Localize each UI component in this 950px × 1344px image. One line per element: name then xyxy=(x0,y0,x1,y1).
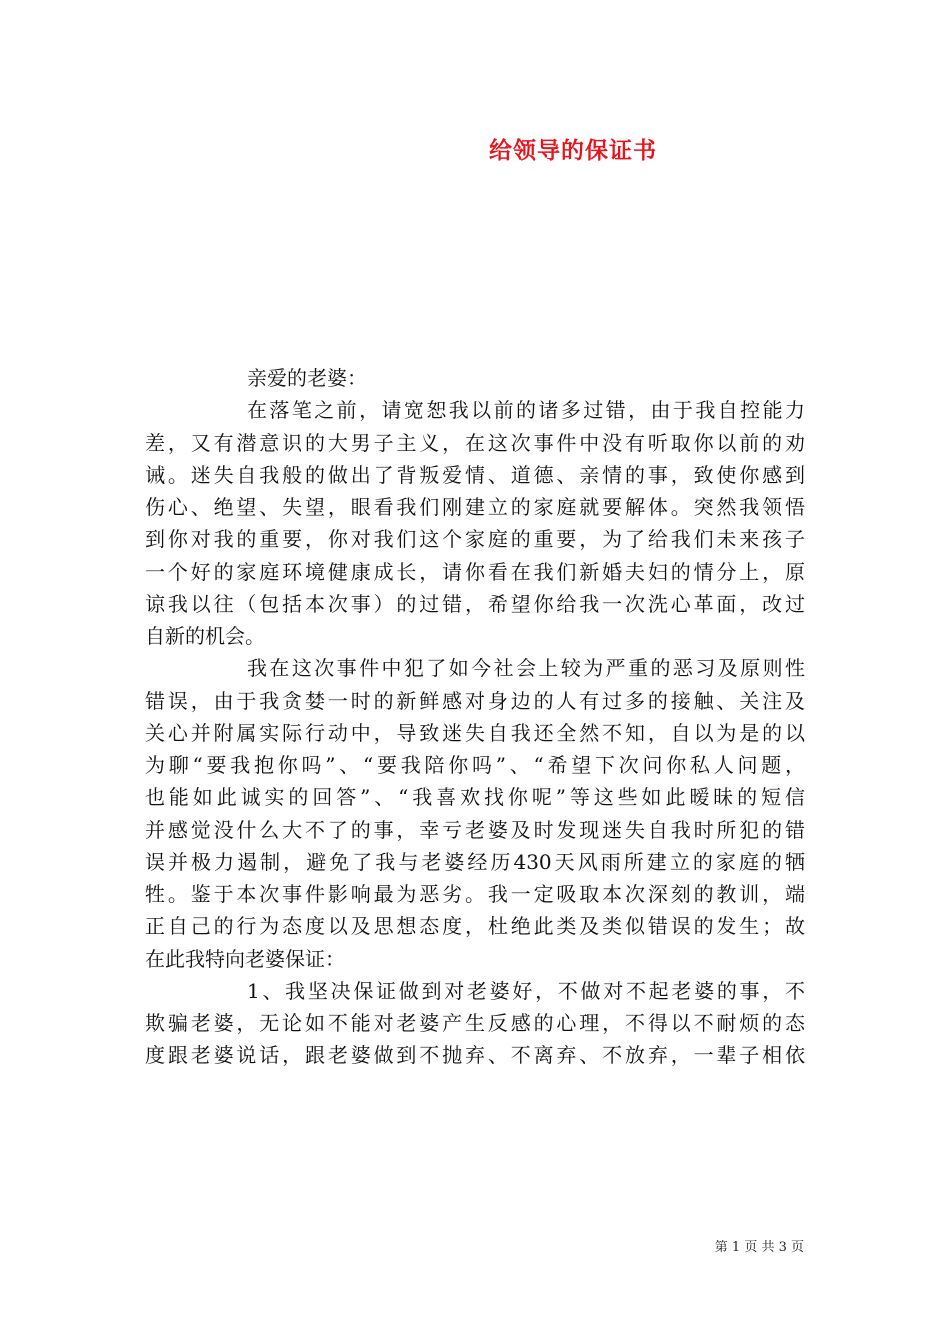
paragraph-line: 牲。鉴于本次事件影响最为恶劣。我一定吸取本次深刻的教训，端 xyxy=(145,882,805,906)
paragraph-line: 误并极力遏制，避免了我与老婆经历430天风雨所建立的家庭的牺 xyxy=(145,849,805,874)
paragraph-line: 谅我以往（包括本次事）的过错，希望你给我一次洗心革面，改过 xyxy=(145,591,805,616)
paragraph-line: 关心并附属实际行动中，导致迷失自我还全然不知，自以为是的以 xyxy=(145,720,805,745)
paragraph-line: 到你对我的重要，你对我们这个家庭的重要，为了给我们未来孩子 xyxy=(145,527,805,552)
paragraph-line: 差，又有潜意识的大男子主义，在这次事件中没有听取你以前的劝 xyxy=(145,430,805,455)
paragraph-line: 在落笔之前，请宽恕我以前的诸多过错，由于我自控能力 xyxy=(247,398,805,423)
paragraph-line: 正自己的行为态度以及思想态度，杜绝此类及类似错误的发生；故 xyxy=(145,914,805,939)
paragraph-line: 我在这次事件中犯了如今社会上较为严重的恶习及原则性 xyxy=(247,656,805,681)
document-title: 给领导的保证书 xyxy=(489,137,657,164)
paragraph-line: 欺骗老婆，无论如不能对老婆产生反感的心理，不得以不耐烦的态 xyxy=(145,1011,805,1035)
paragraph-line: 为聊“要我抱你吗”、“要我陪你吗”、“希望下次问你私人问题， xyxy=(145,753,805,777)
paragraph-line: 诫。迷失自我般的做出了背叛爱情、道德、亲情的事，致使你感到 xyxy=(145,462,805,487)
paragraph-line: 并感觉没什么大不了的事，幸亏老婆及时发现迷失自我时所犯的错 xyxy=(145,817,805,842)
paragraph-line: 度跟老婆说话，跟老婆做到不抛弃、不离弃、不放弃，一辈子相依 xyxy=(145,1043,805,1068)
paragraph-line: 在此我特向老婆保证： xyxy=(145,946,345,971)
paragraph-line: 也能如此诚实的回答”、“我喜欢找你呢”等这些如此暧昧的短信 xyxy=(145,785,805,810)
paragraph-line: 自新的机会。 xyxy=(145,624,265,648)
paragraph-line: 1、我坚决保证做到对老婆好，不做对不起老婆的事，不 xyxy=(247,978,805,1003)
page-number-footer: 第 1 页 共 3 页 xyxy=(714,1240,804,1255)
paragraph-line: 错误，由于我贪婪一时的新鲜感对身边的人有过多的接触、关注及 xyxy=(145,688,805,713)
document-body xyxy=(145,362,805,1072)
salutation-line: 亲爱的老婆： xyxy=(247,366,367,390)
paragraph-line: 一个好的家庭环境健康成长，请你看在我们新婚夫妇的情分上，原 xyxy=(145,559,805,584)
paragraph-line: 伤心、绝望、失望，眼看我们刚建立的家庭就要解体。突然我领悟 xyxy=(145,495,805,519)
